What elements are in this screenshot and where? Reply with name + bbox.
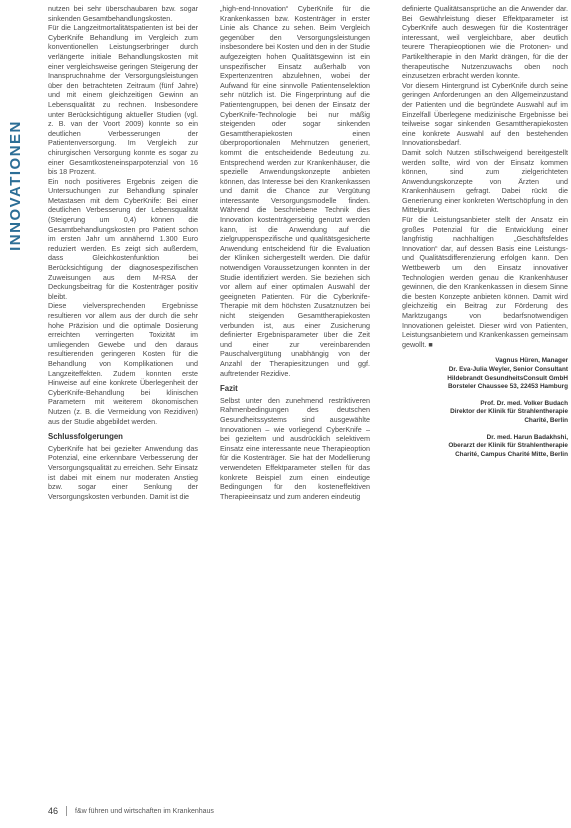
author-line: Direktor der Klinik für Strahlentherapie [450, 408, 568, 416]
paragraph: nutzen bei sehr überschaubaren bzw. sogar sinkenden Gesamtbehandlungskosten. [48, 4, 198, 23]
author-line: Dr. Eva-Julia Weyler, Senior Consultant [448, 365, 568, 373]
paragraph: Diese vielversprechenden Ergebnisse resultieren vor allem aus der durch die sehr hohe Präzision und die optimale Dosierung erreichten verringerten Toxizität im umliegenden Gewebe und den daraus resultierenden geringeren Kosten für die Behandlung von Komplikationen und Langzeiteffekten. Zudem konnten erste Hinweise auf eine konkrete Überlegenheit der CyberKnife-Behandlung bei klinischen Parametern mit weiterem ökonomischen Nutzen (z. B. die Vermeidung von Rezidiven) aus der Studie abgebildet werden. [48, 301, 198, 426]
paragraph: Vor diesem Hintergrund ist CyberKnife durch seine geringen Anforderungen an den Allgemeinzustand der Patienten und die begründete Auswahl auf im Einzelfall Überlegene medizinische Ergebnisse bei teilweise sogar sinkenden Gesamttherapiekosten eine konkrete Auswahl auf den bestehenden Innovationsbedarf. [402, 80, 568, 148]
paragraph: Für die Leistungsanbieter stellt der Ansatz ein großes Potenzial für die Entwicklung einer langfristig nachhaltigen „Geschäftsfeldes Innovation“ dar, auf dessen Basis eine Leistungs- und Qualitätsdifferenzierung erfolgen kann. Den Wettbewerb um den Einsatz innovativer Technologien werden genau die Krankenhäuser gewinnen, die den Krankenkassen in diesem Sinne die besten Konzepte anbieten können. Damit wird gleichzeitig ein Beitrag zur Förderung des Marktzugangs von bedarfsnotwendigen Innovationen geleistet. Dieser wird von Patienten, Leistungsanbietern und Krankenkassen gemeinsam gewollt. ■ [402, 215, 568, 349]
page-footer [48, 806, 214, 816]
paragraph: CyberKnife hat bei gezielter Anwendung das Potenzial, eine erkennbare Verbesserung der Versorgungsqualität zu erreichen. Sehr Einsatz ist dabei mit einem nur moderaten Anstieg bzw. sogar einer Senkung der Versorgungskosten verbunden. Damit ist die [48, 443, 198, 501]
author-block [402, 400, 568, 426]
paragraph: definierte Qualitätsansprüche an die Anwender dar. Bei Gewährleistung dieser Effektparameter ist CyberKnife auch deswegen für die Kostenträger interessant, weil vergleichbare, aber deutlich teurere Therapieoptionen wie die Protonen- und Partikeltherapie in den Markt drängen, für die der therapeutische Nutzenzuwachs oben noch einzusetzen erbracht werden konnte. [402, 4, 568, 81]
author-line: Charité, Campus Charité Mitte, Berlin [455, 450, 568, 458]
author-block [402, 434, 568, 460]
author-name: Vagnus Hüren, Manager [495, 357, 568, 365]
author-name: Prof. Dr. med. Volker Budach [480, 399, 568, 407]
author-block [402, 357, 568, 391]
paragraph: Ein noch positiveres Ergebnis zeigen die Untersuchungen zur Behandlung spinaler Metastasen mit dem CyberKnife: Bei einer deutlichen Verbesserung der Lebensqualität (Steigerung um 0,4) können die Gesamtbehandlungskosten pro Patient schon im ersten Jahr um annähernd 1.300 Euro reduziert werden. Es zeigt sich außerdem, dass Gleichkostenfunktion bei Berücksichtigung der diagnosespezifischen Zuweisungen aus dem M-RSA der Deckungsbeitrag für die Kostenträger positiv bleibt. [48, 176, 198, 301]
section-label: INNOVATIONEN [6, 119, 24, 251]
column-2 [220, 4, 370, 501]
column-3 [402, 4, 568, 459]
footer-divider [66, 806, 67, 816]
column-1 [48, 4, 198, 501]
author-name: Dr. med. Harun Badakhshi, [486, 433, 568, 441]
author-line: Borsteler Chaussee 53, 22453 Hamburg [447, 383, 568, 391]
section-heading: Schlussfolgerungen [48, 432, 123, 442]
publication-name: f&w führen und wirtschaften im Krankenhaus [75, 807, 214, 815]
paragraph: Für die Langzeitmortalitätspatienten ist bei der CyberKnife Behandlung im Vergleich zum konventionellen Leistungserbringer durch verlängerte initiale Behandlungskosten mit einer vergleichsweise geringen Steigerung der Inanspruchnahme der Versorgungsleistungen über den betrachteten Zeitraum (fünf Jahre) und mit einem gleichzeitigen Gewinn an Lebensqualität zu rechnen. Insbesondere unter Berücksichtigung aktueller Studien (vgl. z. B. van der Voort 2009) konnte so ein deutlichen Verbesserungen der Patientenversorgung. Im Vergleich zur chirurgischen Versorgung konnte es sogar zu einer Gesamtkosteneinsparpotenzial von 16 bis 18 Prozent. [48, 23, 198, 177]
paragraph: Selbst unter den zunehmend restriktiveren Rahmenbedingungen des deutschen Gesundheitssystems sind ausgewählte Innovationen – wie vorliegend CyberKnife – bei gezieltem und ausdrücklich selektivem Einsatz eine interessante neue Therapieoption für die Kostenträger. Sie hat der Modellierung verwendeten Effektparameter stellen für das konkrete Beispiel zum einen eindeutige Bedingungen für den kosteneffektiven Therapieeinsatz und zum anderen eindeutig [220, 395, 370, 501]
paragraph: „high-end-Innovation“ CyberKnife für die Krankenkassen bzw. Kostenträger in erster Linie als Chance zu sehen. Beim Vergleich gegenüber den Versorgungsleistungen insbesondere bei Kosten und den in der Studie aufgezeigten hohen Qualitätsgewinn ist ein unspezifischer Einsatz außerhalb von Expertenzentren abzulehnen, wobei der Aufwand für eine sinnvolle Patientenselektion sehr nützlich ist. Die Fingerprintung auf die Patientengruppen, bei denen der Einsatz der CyberKnife-Technologie bei nur mäßig steigenden oder sogar sinkenden Gesamttherapiekosten einen überproportionalen Mehrnutzen generiert, kommt die entscheidende Bedeutung zu. Entsprechend werden zur Krankenhäuser, die spezielle Anwendungskonzepte anbieten können, das Interesse bei den Krankenkassen und damit die Chance zur Vergütung interessante Versorgungsmodelle finden. Während die beschriebene Technik dies Innovation kostenträgerseitig genutzt werden kann, ist die Anwendung auf die zielgruppenspezifische und qualitätsgesicherte Anwendung entscheidend für die Evaluation der Kliniken sichergestellt werden. Die dafür notwendigen Voraussetzungen konnten in der Studie identifiziert werden. Sie beziehen sich vor allem auf einer optimalen Auswahl der geeigneten Patienten. Für die Cyberknife-Therapie mit dem höchsten Zusatznutzen bei nicht steigenden Gesamttherapiekosten verbunden ist, aus einer Zusicherung definierter Ergebnisparameter über die Zeit und einer zur vereinbarenden Pauschalvergütung unabhängig von der Anzahl der Therapiesitzungen und ggf. auftretender Rezidive. [220, 4, 370, 378]
author-line: Charité, Berlin [524, 416, 568, 424]
paragraph: Damit solch Nutzen stillschweigend bereitgestellt werden sollte, wird von der Einsatz kommen können, sind zum zielgerichteten Anwendungskonzepte von Ärzten und Krankenhäusern gefragt. Dabei rückt die Generierung einer konkreten Wertschöpfung in den Mittelpunkt. [402, 147, 568, 215]
section-sidebar [0, 40, 30, 330]
author-line: Oberarzt der Klinik für Strahlentherapie [448, 442, 568, 450]
page-number: 46 [48, 806, 59, 816]
section-heading: Fazit [220, 384, 238, 394]
author-line: Hildebrandt GesundheitsConsult GmbH [447, 374, 568, 382]
